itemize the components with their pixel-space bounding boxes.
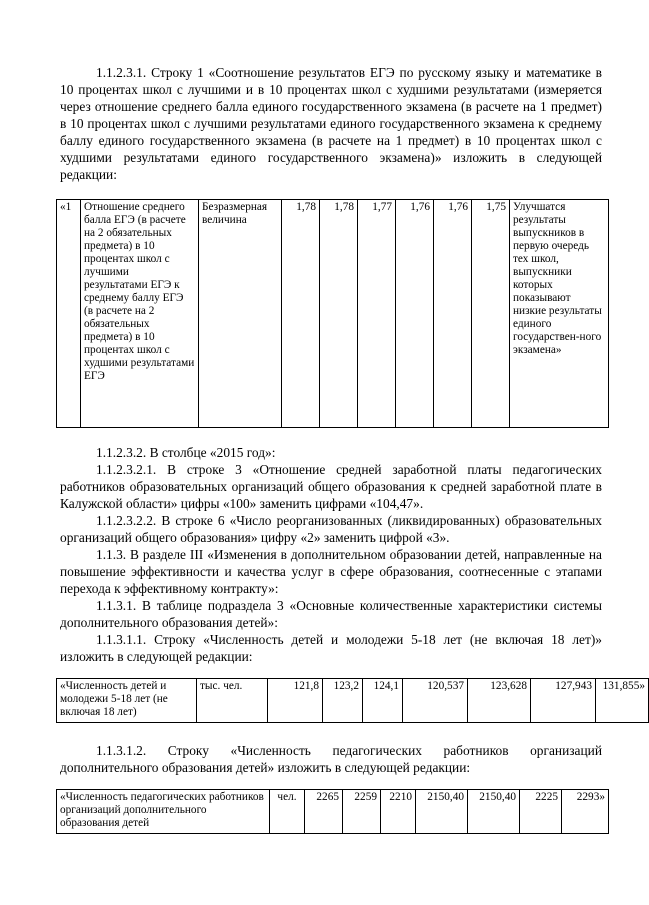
paragraph-1-1-2-3-2-1: 1.1.2.3.2.1. В строке 3 «Отношение средней заработной платы педагогических работников образовательных организаций общего образования к средней заработной плате в Калужской области» цифры «100» заменить цифрами «104,47». xyxy=(60,462,602,511)
value-cell: 1,75 xyxy=(472,200,510,428)
value-cell: 120,537 xyxy=(403,679,468,723)
paragraph-1-1-2-3-2-2: 1.1.2.3.2.2. В строке 6 «Число реорганизованных (ликвидированных) образовательных организаций общего образования» цифру «2» заменить цифрой «3». xyxy=(60,513,602,545)
value-cell: 2150,40 xyxy=(416,790,468,834)
value-cell: 123,2 xyxy=(323,679,363,723)
paragraph-1-1-3: 1.1.3. В разделе III «Изменения в дополнительном образовании детей, направленные на повышение эффективности и качества услуг в сфере образования, соотнесенные с этапами перехода к эффективному контракту»: xyxy=(60,547,602,596)
unit-cell: тыс. чел. xyxy=(197,679,268,723)
value-cell: 1,78 xyxy=(320,200,358,428)
value-cell: 2293» xyxy=(562,790,609,834)
indicator-name-cell: «Численность детей и молодежи 5-18 лет (не включая 18 лет) xyxy=(57,679,197,723)
table-row xyxy=(57,790,609,834)
table-row xyxy=(57,679,649,723)
indicator-name-cell: Отношение среднего балла ЕГЭ (в расчете на 2 обязательных предмета) в 10 процентах школ с лучшими результатами ЕГЭ к среднему баллу ЕГЭ (в расчете на 2 обязательных предмета) в 10 процентах школ с худшими результатами ЕГЭ xyxy=(81,200,199,428)
paragraph-1-1-2-3-1: 1.1.2.3.1. Строку 1 «Соотношение результатов ЕГЭ по русскому языку и математике в 10 процентах школ с лучшими и в 10 процентах школ с худшими результатами (измеряется через отношение среднего балла единого государственного экзамена (в расчете на 1 предмет) в 10 процентах школ с лучшими результатами единого государственного экзамена к среднему баллу единого государственного экзамена (в расчете на 1 предмет) в 10 процентах школ с худшими результатами единого государственного экзамена)» изложить в следующей редакции: xyxy=(60,65,602,182)
value-cell: 1,76 xyxy=(434,200,472,428)
value-cell: 121,8 xyxy=(268,679,323,723)
value-cell: 2225 xyxy=(520,790,562,834)
table-ege-ratio xyxy=(56,199,609,428)
table-children-count xyxy=(56,678,649,723)
value-cell: 124,1 xyxy=(363,679,403,723)
paragraph-1-1-3-1: 1.1.3.1. В таблице подраздела 3 «Основные количественные характеристики системы дополнительного образования детей»: xyxy=(60,598,602,630)
value-cell: 2210 xyxy=(381,790,416,834)
value-cell: 1,77 xyxy=(358,200,396,428)
unit-cell: чел. xyxy=(270,790,305,834)
value-cell: 131,855» xyxy=(596,679,649,723)
indicator-name-cell: «Численность педагогических работников организаций дополнительного образования детей xyxy=(57,790,270,834)
table-teachers-count xyxy=(56,789,609,834)
value-cell: 2259 xyxy=(343,790,381,834)
value-cell: 127,943 xyxy=(531,679,596,723)
value-cell: 2265 xyxy=(305,790,343,834)
value-cell: 123,628 xyxy=(468,679,531,723)
row-number-cell: «1 xyxy=(57,200,81,428)
paragraph-1-1-3-1-2: 1.1.3.1.2. Строку «Численность педагогических работников организаций дополнительного образования детей» изложить в следующей редакции: xyxy=(60,743,602,775)
paragraph-1-1-3-1-1: 1.1.3.1.1. Строку «Численность детей и молодежи 5-18 лет (не включая 18 лет)» изложить в следующей редакции: xyxy=(60,632,602,664)
value-cell: 1,78 xyxy=(282,200,320,428)
unit-cell: Безразмерная величина xyxy=(199,200,282,428)
table-row xyxy=(57,200,609,428)
paragraph-1-1-2-3-2: 1.1.2.3.2. В столбце «2015 год»: xyxy=(96,445,276,460)
value-cell: 1,76 xyxy=(396,200,434,428)
expected-result-cell: Улучшатся результаты выпускников в первую очередь тех школ, выпускники которых показывают низкие результаты единого государствен-ного экзамена» xyxy=(510,200,609,428)
value-cell: 2150,40 xyxy=(468,790,520,834)
